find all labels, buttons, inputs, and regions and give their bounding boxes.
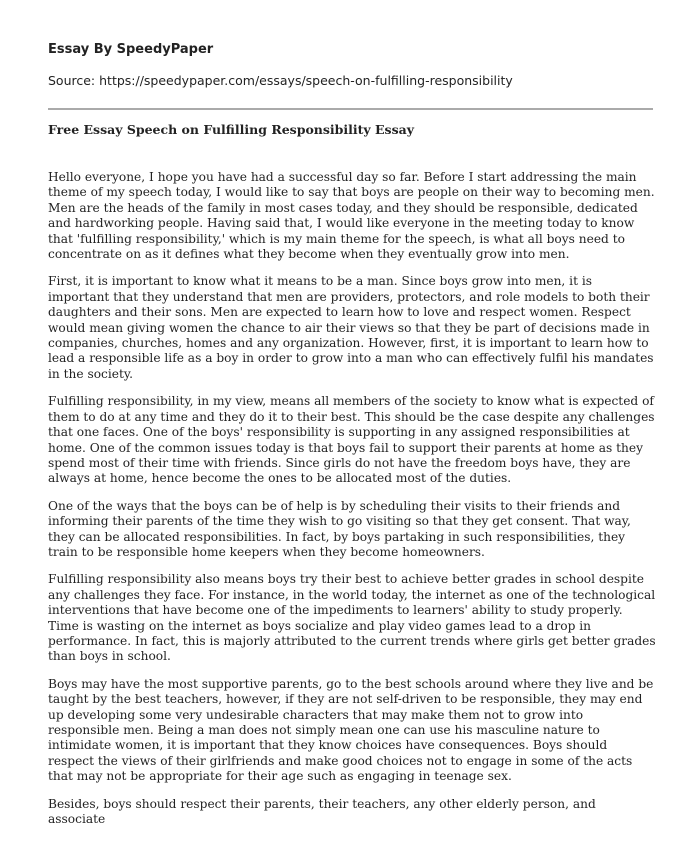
source-line: Source: https://speedypaper.com/essays/speech-on-fulfilling-responsibility xyxy=(48,73,513,88)
essay-paragraph: Fulfilling responsibility also means boys try their best to achieve better grades in school despite any challenges they face. For instance, in the world today, the internet as one of the technological interventions that have become one of the impediments to learners' ability to study properly. Time is wasting on the internet as boys socialize and play video games lead to a drop in performance. In fact, this is majorly attributed to the current trends where girls get better grades than boys in school. xyxy=(48,572,656,664)
essay-paragraph: Fulfilling responsibility, in my view, means all members of the society to know what is expected of them to do at any time and they do it to their best. This should be the case despite any challenges that one faces. One of the boys' responsibility is supporting in any assigned responsibilities at home. One of the common issues today is that boys fail to support their parents at home as they spend most of their time with friends. Since girls do not have the freedom boys have, they are always at home, hence become the ones to be allocated most of the duties. xyxy=(48,394,655,486)
header-divider xyxy=(48,108,653,110)
essay-paragraph: One of the ways that the boys can be of help is by scheduling their visits to their friends and informing their parents of the time they wish to go visiting so that they get consent. That way, they can be allocated responsibilities. In fact, by boys partaking in such responsibilities, they train to be responsible home keepers when they become homeowners. xyxy=(48,498,631,559)
essay-paragraph: Boys may have the most supportive parents, go to the best schools around where they live and be taught by the best teachers, however, if they are not self-driven to be responsible, they may end up developing some very undesirable characters that may make them not to grow into responsible men. Being a man does not simply mean one can use his masculine nature to intimidate women, it is important that they know choices have consequences. Boys should respect the views of their girlfriends and make good choices not to engage in some of the acts that may not be appropriate for their age such as engaging in teenage sex. xyxy=(48,676,654,784)
essay-body xyxy=(48,170,656,839)
essay-title: Free Essay Speech on Fulfilling Responsibility Essay xyxy=(48,122,414,137)
essay-paragraph: Besides, boys should respect their parents, their teachers, any other elderly person, and associate xyxy=(48,796,596,827)
essay-paragraph: Hello everyone, I hope you have had a successful day so far. Before I start addressing the main theme of my speech today, I would like to say that boys are people on their way to becoming men. Men are the heads of the family in most cases today, and they should be responsible, dedicated and hardworking people. Having said that, I would like everyone in the meeting today to know that 'fulfilling responsibility,' which is my main theme for the speech, is what all boys need to concentrate on as it defines what they become when they eventually grow into men. xyxy=(48,170,655,262)
site-title: Essay By SpeedyPaper xyxy=(48,42,214,57)
essay-paragraph: First, it is important to know what it means to be a man. Since boys grow into men, it is important that they understand that men are providers, protectors, and role models to both their daughters and their sons. Men are expected to learn how to love and respect women. Respect would mean giving women the chance to air their views so that they be part of decisions made in companies, churches, homes and any organization. However, first, it is important to learn how to lead a responsible life as a boy in order to grow into a man who can effectively fulfil his mandates in the society. xyxy=(48,274,654,381)
